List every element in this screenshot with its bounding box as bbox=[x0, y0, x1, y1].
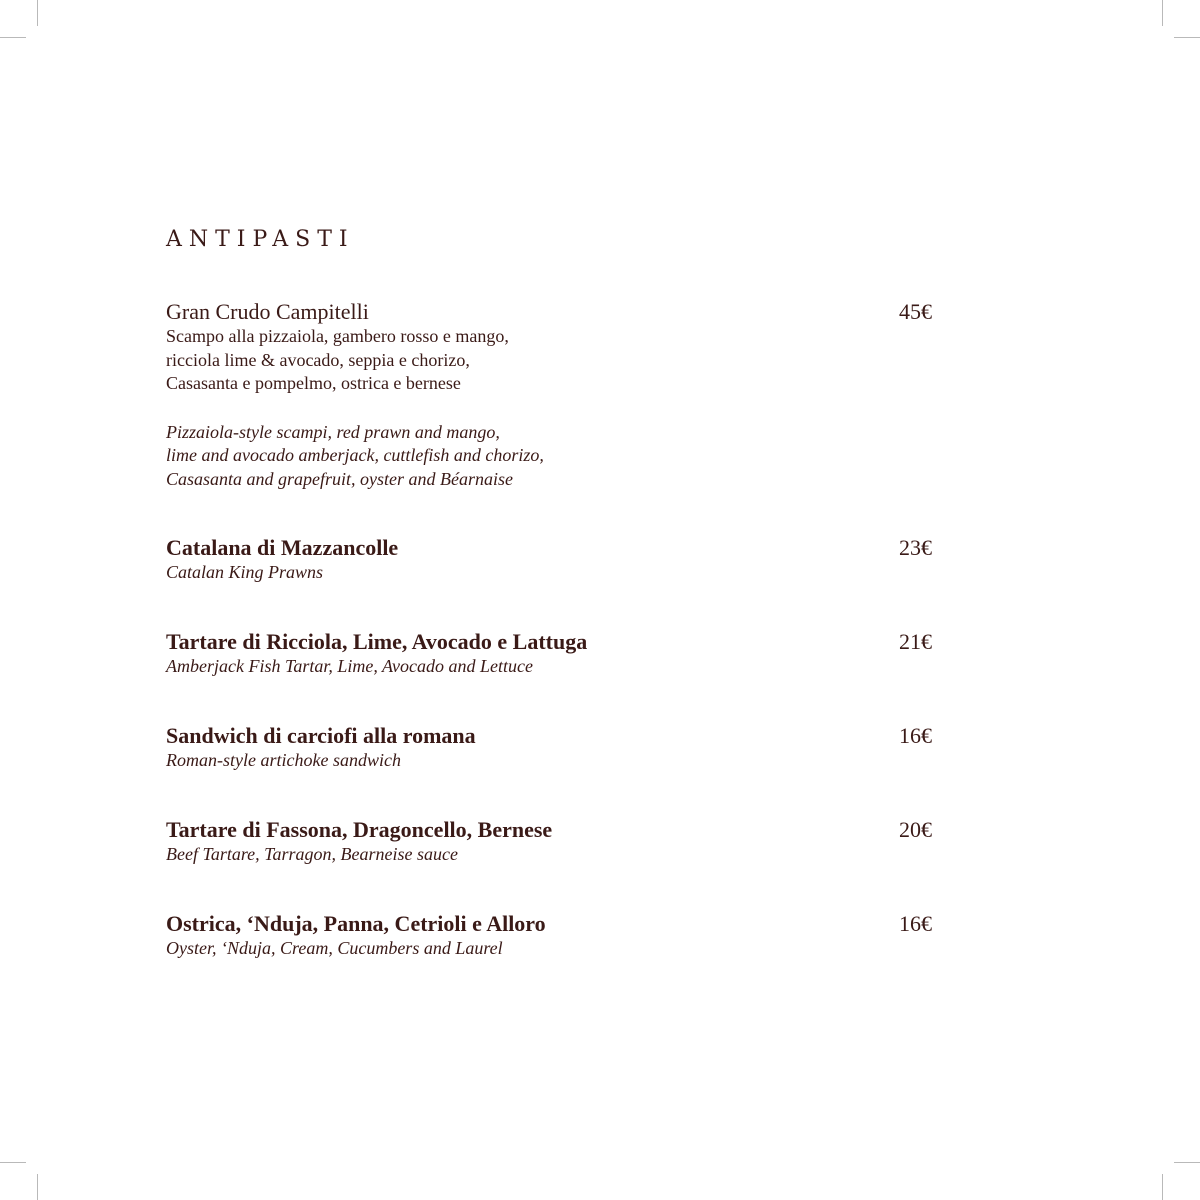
english-description bbox=[166, 655, 932, 679]
crop-mark bbox=[37, 0, 38, 26]
description-line: Oyster, ‘Nduja, Cream, Cucumbers and Laurel bbox=[166, 938, 503, 958]
menu-item bbox=[166, 722, 932, 773]
menu-item bbox=[166, 534, 932, 585]
item-price: 23€ bbox=[899, 535, 932, 560]
description-line: lime and avocado amberjack, cuttlefish and chorizo, bbox=[166, 445, 544, 465]
description-line: Casasanta e pompelmo, ostrica e bernese bbox=[166, 373, 461, 393]
description-line: Amberjack Fish Tartar, Lime, Avocado and Lettuce bbox=[166, 656, 533, 676]
english-description bbox=[166, 937, 932, 961]
description-line: Beef Tartare, Tarragon, Bearneise sauce bbox=[166, 844, 458, 864]
item-price: 16€ bbox=[899, 723, 932, 748]
crop-mark bbox=[37, 1174, 38, 1200]
english-description bbox=[166, 421, 932, 492]
menu-item bbox=[166, 298, 932, 491]
item-name: Tartare di Ricciola, Lime, Avocado e Lattuga bbox=[166, 629, 588, 654]
description-line: Pizzaiola-style scampi, red prawn and mango, bbox=[166, 421, 500, 442]
description-line: Catalan King Prawns bbox=[166, 562, 324, 582]
crop-mark bbox=[0, 1162, 26, 1163]
item-name: Tartare di Fassona, Dragoncello, Bernese bbox=[166, 817, 553, 842]
crop-mark bbox=[1174, 37, 1200, 38]
english-description bbox=[166, 843, 932, 867]
section-title: ANTIPASTI bbox=[166, 227, 355, 252]
menu-item bbox=[166, 816, 932, 867]
description-line: Casasanta and grapefruit, oyster and Béarnaise bbox=[166, 468, 513, 489]
crop-mark bbox=[0, 37, 26, 38]
item-price: 45€ bbox=[899, 299, 932, 324]
item-name: Sandwich di carciofi alla romana bbox=[166, 723, 476, 748]
english-description bbox=[166, 749, 932, 773]
item-name: Ostrica, ‘Nduja, Panna, Cetrioli e Alloro bbox=[166, 911, 546, 936]
crop-mark bbox=[1174, 1162, 1200, 1163]
italian-description bbox=[166, 325, 932, 396]
description-line: Scampo alla pizzaiola, gambero rosso e mango, bbox=[166, 326, 509, 346]
item-price: 21€ bbox=[899, 629, 932, 654]
english-description bbox=[166, 561, 932, 585]
menu-item bbox=[166, 910, 932, 961]
description-line: Roman-style artichoke sandwich bbox=[166, 750, 401, 770]
item-name: Gran Crudo Campitelli bbox=[166, 299, 369, 324]
item-name: Catalana di Mazzancolle bbox=[166, 535, 399, 560]
item-price: 16€ bbox=[899, 911, 932, 936]
crop-mark bbox=[1162, 0, 1163, 26]
crop-mark bbox=[1162, 1174, 1163, 1200]
item-price: 20€ bbox=[899, 817, 932, 842]
description-line: ricciola lime & avocado, seppia e chorizo, bbox=[166, 349, 470, 370]
menu-item bbox=[166, 628, 932, 679]
